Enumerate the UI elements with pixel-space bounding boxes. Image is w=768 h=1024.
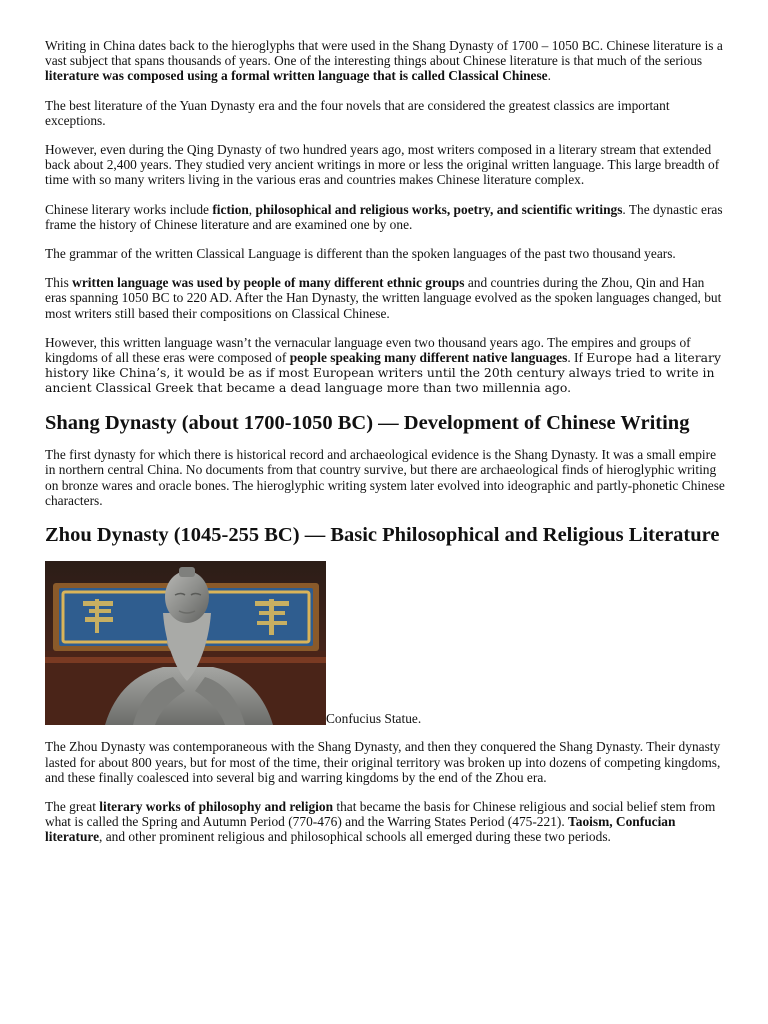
shang-paragraph: The first dynasty for which there is historical record and archaeological evidence is the Shang Dynasty. It was a small empire in northern central China. No documents from that country survive, but there are archaeological finds of hieroglyphic writing on bronze wares and oracle bones. The hieroglyphic writing system later evolved into ideographic and partly-phonetic Chinese characters. bbox=[45, 447, 725, 508]
zhou-dynasty-heading: Zhou Dynasty (1045-255 BC) — Basic Philosophical and Religious Literature bbox=[45, 523, 720, 546]
intro-paragraph-4: Chinese literary works include fiction, philosophical and religious works, poetry, and scientific writings. The dynastic eras frame the history of Chinese literature and are examined one by one. bbox=[45, 201, 723, 232]
intro-paragraph-5: The grammar of the written Classical Language is different than the spoken languages of the past two thousand years. bbox=[45, 246, 676, 262]
intro-paragraph-3: However, even during the Qing Dynasty of two hundred years ago, most writers composed in a literary stream that extended back about 2,400 years. They studied very ancient writings in more or less the original written language. This large breadth of time with so many writers living in the various eras and countries makes Chinese literature complex. bbox=[45, 142, 720, 188]
image-caption: Confucius Statue. bbox=[326, 711, 422, 727]
confucius-statue-image bbox=[45, 561, 326, 725]
zhou-paragraph-1: The Zhou Dynasty was contemporaneous with the Shang Dynasty, and then they conquered the Shang Dynasty. Their dynasty lasted for about 800 years, but for most of the time, their original territory was broken up into dozens of competing kingdoms, and these finally coalesced into several big and warring kingdoms by the end of the Zhou era. bbox=[45, 739, 721, 785]
shang-dynasty-heading: Shang Dynasty (about 1700-1050 BC) — Development of Chinese Writing bbox=[45, 411, 690, 434]
confucius-figure bbox=[45, 561, 727, 725]
document-page bbox=[45, 38, 727, 859]
zhou-paragraph-2: The great literary works of philosophy and religion that became the basis for Chinese religious and social belief stem from what is called the Spring and Autumn Period (770-476) and the Warring States Period (475-221). Taoism, Confucian literature, and other prominent religious and philosophical schools all emerged during these two periods. bbox=[45, 799, 716, 845]
intro-paragraph-1: Writing in China dates back to the hieroglyphs that were used in the Shang Dynasty of 1700 – 1050 BC. Chinese literature is a vast subject that spans thousands of years. One of the interesting things about Chinese literature is that much of the serious literature was composed using a formal written language that is called Classical Chinese. bbox=[45, 38, 723, 84]
intro-paragraph-2: The best literature of the Yuan Dynasty era and the four novels that are considered the greatest classics are important exceptions. bbox=[45, 97, 670, 128]
intro-paragraph-6: This written language was used by people of many different ethnic groups and countries during the Zhou, Qin and Han eras spanning 1050 BC to 220 AD. After the Han Dynasty, the written language evolved as the spoken languages changed, but most writers still based their compositions on Classical Chinese. bbox=[45, 275, 722, 321]
intro-paragraph-7: However, this written language wasn’t the vernacular language even two thousand years ago. The empires and groups of kingdoms of all these eras were composed of people speaking many different native languages. If Europe had a literary history like China’s, it would be as if most European writers until the 20th century always tried to write in ancient Classical Greek that became a dead language more than two millennia ago. bbox=[45, 334, 721, 396]
